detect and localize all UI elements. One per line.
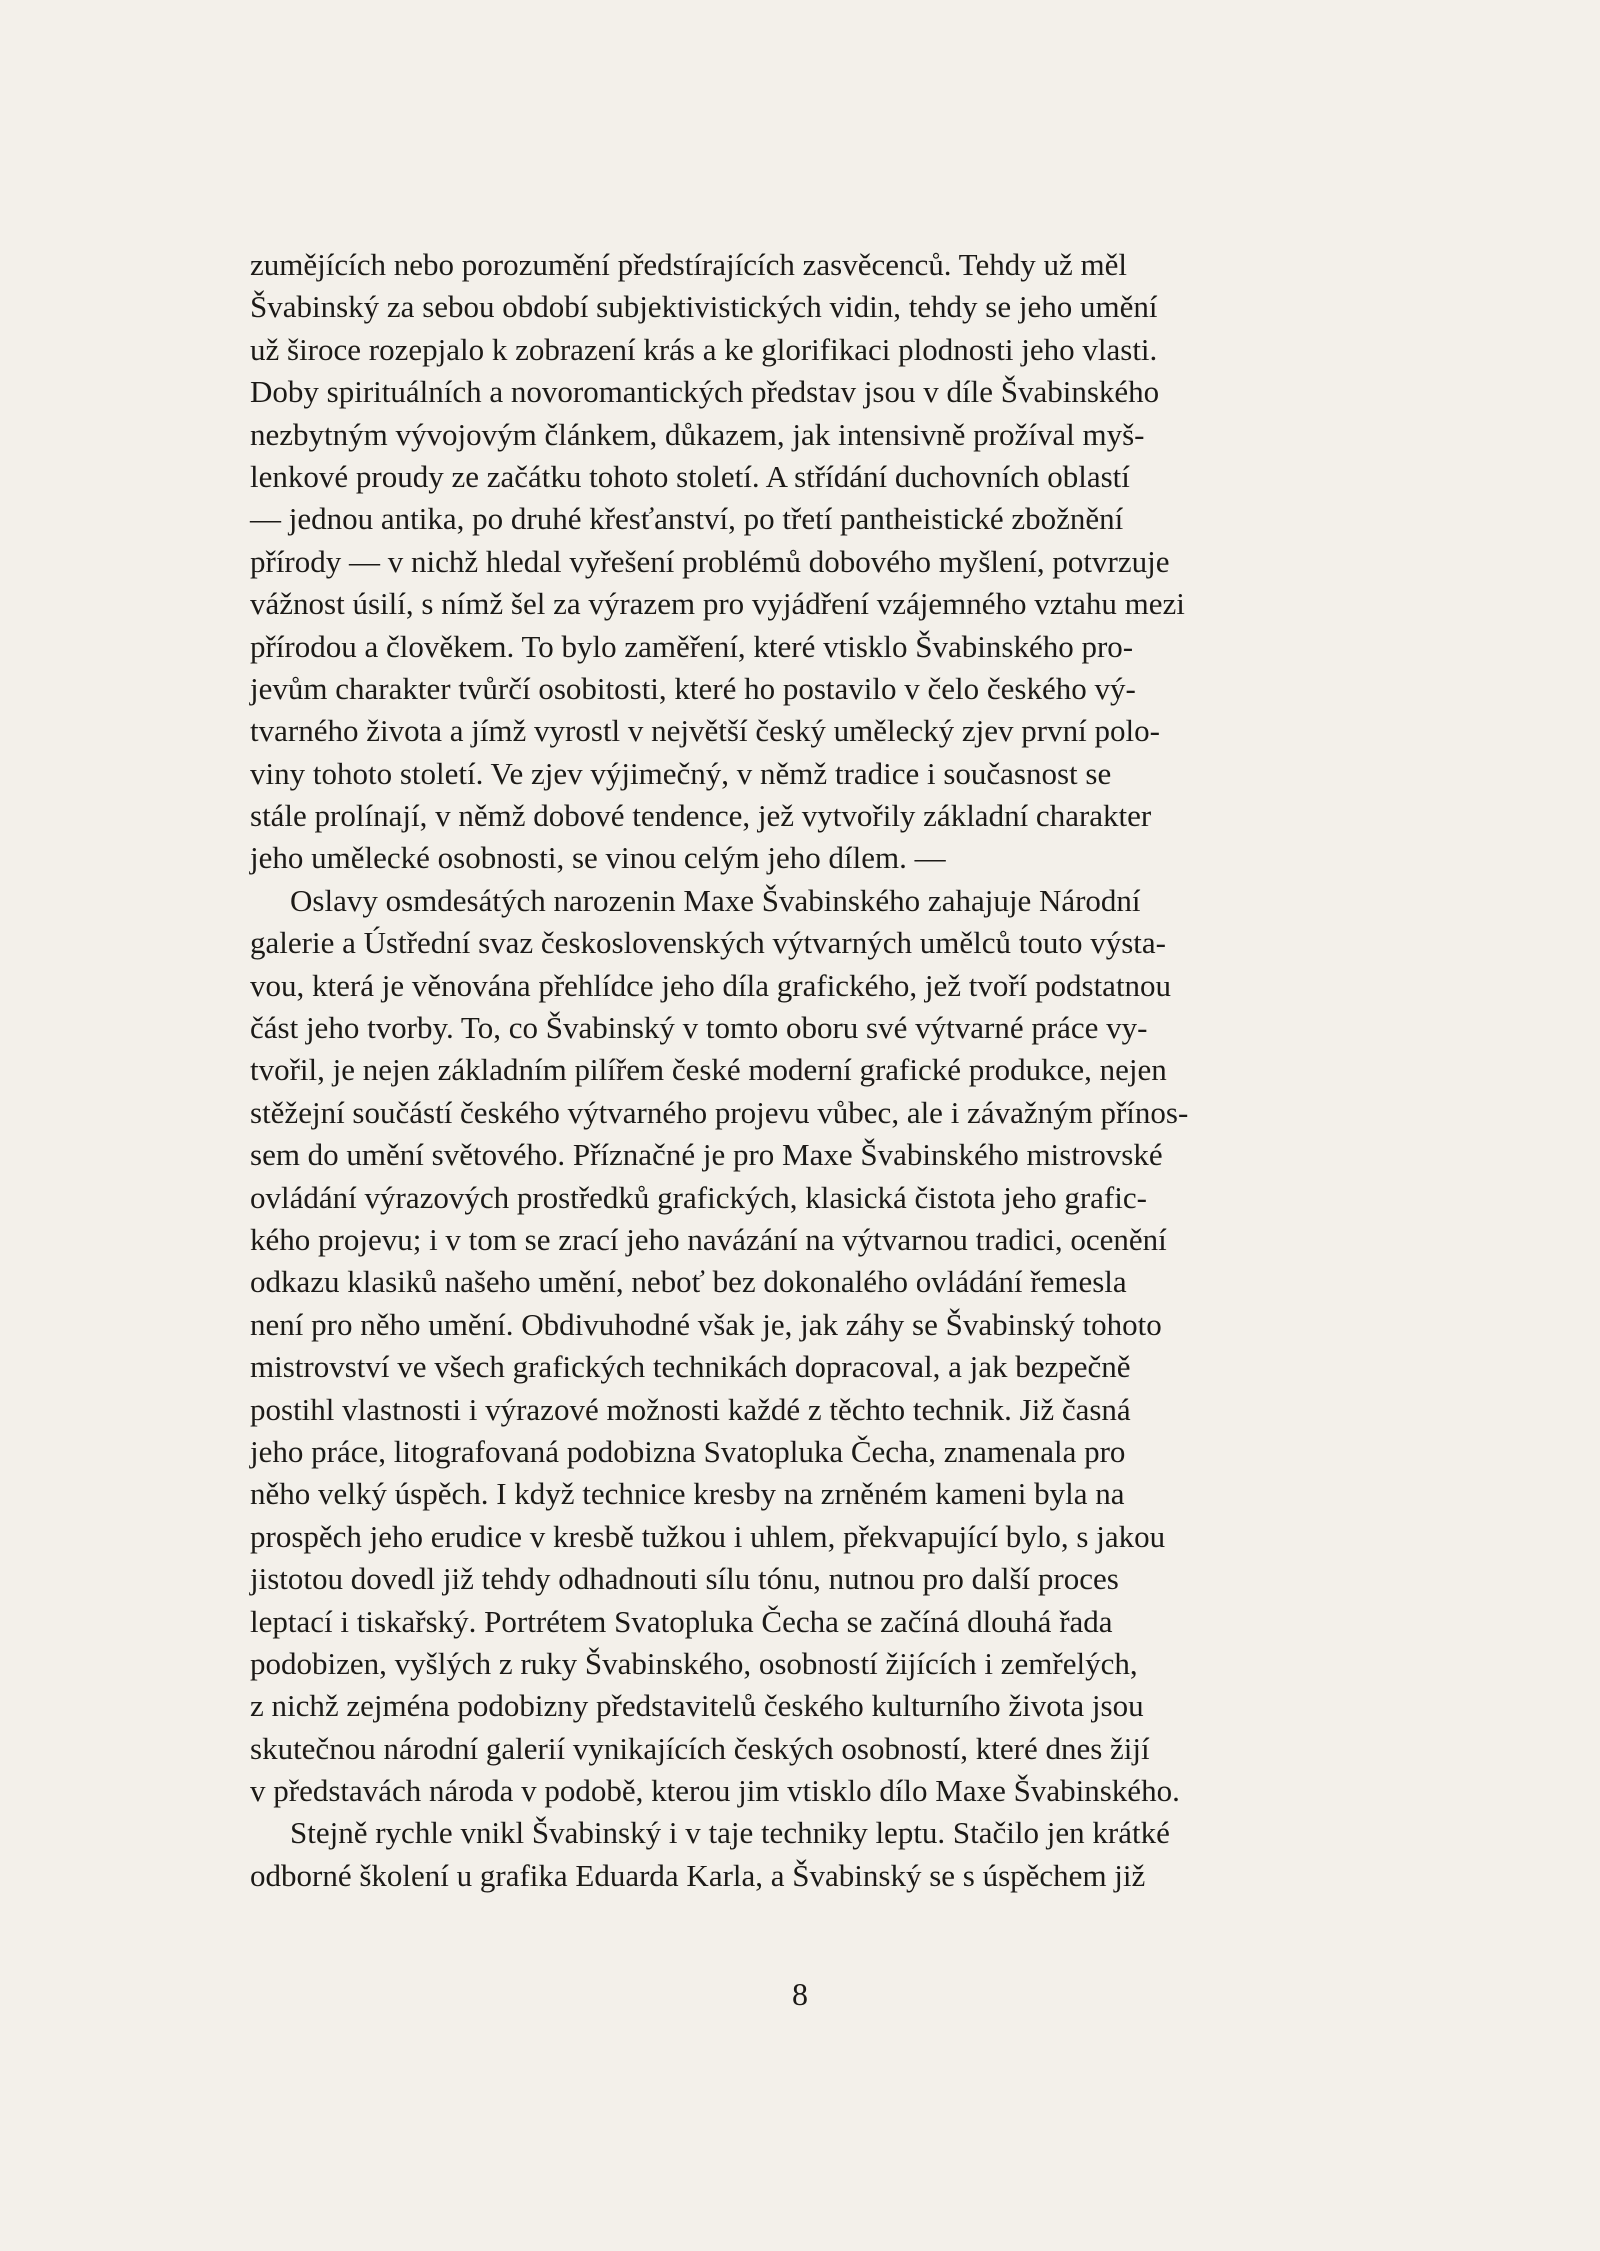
text-line: tvarného života a jímž vyrostl v největší český umělecký zjev první polo- <box>250 713 1160 749</box>
text-line: z nichž zejména podobizny představitelů českého kulturního života jsou <box>250 1688 1144 1724</box>
text-line: podobizen, vyšlých z ruky Švabinského, osobností žijících i zemřelých, <box>250 1645 1138 1681</box>
text-line: něho velký úspěch. I když technice kresby na zrněném kameni byla na <box>250 1476 1125 1512</box>
text-body <box>250 244 1450 1897</box>
text-line: vou, která je věnována přehlídce jeho díla grafického, jež tvoří podstatnou <box>250 967 1172 1003</box>
text-line: prospěch jeho erudice v kresbě tužkou i uhlem, překvapující bylo, s jakou <box>250 1518 1166 1554</box>
text-line: není pro něho umění. Obdivuhodné však je, jak záhy se Švabinský tohoto <box>250 1306 1162 1342</box>
text-line: ovládání výrazových prostředků grafických, klasická čistota jeho grafic- <box>250 1179 1147 1215</box>
text-line: — jednou antika, po druhé křesťanství, po třetí pantheistické zbožnění <box>250 501 1124 537</box>
text-line: vážnost úsilí, s nímž šel za výrazem pro vyjádření vzájemného vztahu mezi <box>250 586 1185 622</box>
paragraph-start-line: Stejně rychle vnikl Švabinský i v taje techniky leptu. Stačilo jen krátké <box>290 1815 1170 1851</box>
text-line: jeho práce, litografovaná podobizna Svatopluka Čecha, znamenala pro <box>250 1433 1126 1469</box>
text-line: stěžejní součástí českého výtvarného projevu vůbec, ale i závažným přínos- <box>250 1094 1189 1130</box>
text-line: leptací i tiskařský. Portrétem Svatopluka Čecha se začíná dlouhá řada <box>250 1603 1113 1639</box>
text-line: přírody — v nichž hledal vyřešení problémů dobového myšlení, potvrzuje <box>250 543 1170 579</box>
text-line: zumějících nebo porozumění předstírajících zasvěcenců. Tehdy už měl <box>250 247 1127 282</box>
text-line: sem do umění světového. Příznačné je pro Maxe Švabinského mistrovské <box>250 1137 1163 1173</box>
text-line: stále prolínají, v němž dobové tendence, jež vytvořily základní charakter <box>250 798 1152 834</box>
text-line: mistrovství ve všech grafických technikách dopracoval, a jak bezpečně <box>250 1349 1131 1385</box>
text-line: odkazu klasiků našeho umění, neboť bez dokonalého ovládání řemesla <box>250 1264 1127 1300</box>
page-number: 8 <box>792 1976 808 2012</box>
text-line: kého projevu; i v tom se zrací jeho navázání na výtvarnou tradici, ocenění <box>250 1221 1167 1257</box>
text-line: nezbytným vývojovým článkem, důkazem, jak intensivně prožíval myš- <box>250 416 1145 452</box>
text-line: už široce rozepjalo k zobrazení krás a ke glorifikaci plodnosti jeho vlasti. <box>250 331 1158 367</box>
text-line: Doby spirituálních a novoromantických představ jsou v díle Švabinského <box>250 374 1160 410</box>
text-line: galerie a Ústřední svaz československých výtvarných umělců touto výsta- <box>250 925 1166 961</box>
text-line: tvořil, je nejen základním pilířem české moderní grafické produkce, nejen <box>250 1052 1167 1088</box>
text-line: jevům charakter tvůrčí osobitosti, které ho postavilo v čelo českého vý- <box>250 670 1136 706</box>
text-line: v představách národa v podobě, kterou jim vtisklo dílo Maxe Švabinského. <box>250 1773 1180 1809</box>
text-line: viny tohoto století. Ve zjev výjimečný, v němž tradice i současnost se <box>250 755 1112 791</box>
text-line: lenkové proudy ze začátku tohoto století. A střídání duchovních oblastí <box>250 458 1130 494</box>
text-line: odborné školení u grafika Eduarda Karla, a Švabinský se s úspěchem již <box>250 1857 1146 1893</box>
text-line: Švabinský za sebou období subjektivistických vidin, tehdy se jeho umění <box>250 289 1158 325</box>
text-line: přírodou a člověkem. To bylo zaměření, které vtisklo Švabinského pro- <box>250 628 1134 664</box>
paragraph-start-line: Oslavy osmdesátých narozenin Maxe Švabinského zahajuje Národní <box>290 882 1141 918</box>
text-line: skutečnou národní galerií vynikajících českých osobností, které dnes žijí <box>250 1730 1150 1766</box>
text-line: jeho umělecké osobnosti, se vinou celým jeho dílem. — <box>250 840 946 876</box>
text-line: postihl vlastnosti i výrazové možnosti každé z těchto technik. Již časná <box>250 1391 1131 1427</box>
text-line: jistotou dovedl již tehdy odhadnouti sílu tónu, nutnou pro další proces <box>250 1561 1119 1597</box>
text-line: část jeho tvorby. To, co Švabinský v tomto oboru své výtvarné práce vy- <box>250 1010 1148 1046</box>
